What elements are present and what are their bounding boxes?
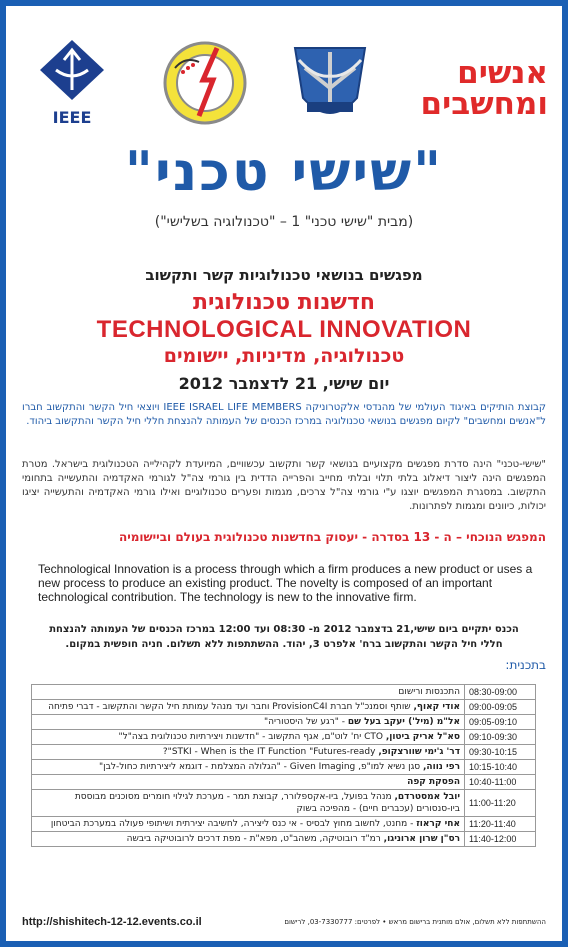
tikshuv-corps-emblem-icon [285, 38, 375, 132]
logo-row [20, 38, 548, 128]
schedule-time: 11:40-12:00 [465, 832, 536, 847]
schedule-item-description [32, 685, 465, 700]
innovation-heading-english: TECHNOLOGICAL INNOVATION [96, 316, 472, 343]
anashim-logo-line2: ומחשבים [420, 86, 548, 122]
conference-details-line1: הכנס יתקיים ביום שישי,21 בדצמבר 2012 מ- 08:30 ועד 12:00 במרכז הכנסים של העמותה להנצחת [49, 624, 519, 635]
schedule-speaker: הפסקת קפה [407, 777, 460, 787]
schedule-time: 09:10-09:30 [465, 730, 536, 745]
page-subtitle: (מבית "שישי טכני" 1 – "טכנולוגיה בשלישי") [154, 214, 414, 230]
schedule-speaker: אודי קאוף, [413, 702, 460, 712]
schedule-row [32, 715, 536, 730]
footer-registration-link[interactable]: http://shishitech-12-12.events.co.il [22, 916, 202, 928]
schedule-item-description [32, 745, 465, 760]
schedule-item-description [32, 730, 465, 745]
innovation-heading-hebrew: חדשנות טכנולוגית [192, 290, 376, 315]
schedule-table [31, 684, 536, 847]
schedule-item-description [32, 832, 465, 847]
ieee-logo [34, 38, 110, 127]
schedule-speaker: דר' ג'ימי שוורצקופ, [378, 747, 460, 757]
schedule-item-description [32, 775, 465, 790]
schedule-topic: רמ"ד רובוטיקה, משהב"ט, מפא"ת - מפת דרכים לרובוטיקה ביבשה [126, 834, 384, 844]
schedule-item-description [32, 790, 465, 817]
schedule-topic: CTO יח' לוט"ם, אגף התקשוב - "חדשנות ויצירתיות טכנולוגית בצה"ל" [118, 732, 386, 742]
schedule-speaker: אל"מ (מיל') יעקב בעל שם [347, 717, 460, 727]
innovation-subheading: טכנולוגיה, מדיניות, יישומים [163, 345, 405, 367]
schedule-item-description [32, 817, 465, 832]
schedule-row [32, 685, 536, 700]
schedule-row [32, 832, 536, 847]
schedule-row [32, 775, 536, 790]
conference-details-line2: חללי חיל הקשר והתקשוב ברח' אלפרט 3, יהוד. ההשתתפות ללא תשלום. חניה חופשית במקום. [65, 639, 503, 650]
schedule-time: 10:40-11:00 [465, 775, 536, 790]
schedule-row [32, 817, 536, 832]
kesher-association-logo-icon [155, 38, 255, 132]
schedule-speaker: אחי קראוז [416, 819, 460, 829]
schedule-speaker: סא"ל אריק ביטון, [385, 732, 460, 742]
schedule-speaker: רס"ן שרון ארוניגו, [383, 834, 460, 844]
page-title: "שישי טכני" [124, 140, 444, 203]
schedule-topic: מנהל בפועל, ביו-אקספלורר, קבוצת תמר - מערכת לגילוי חומרים מסוכנים מבוססת ביו-סנסורים (עכברים חיים) - מהפיכה בשוק [74, 792, 460, 814]
anashim-logo-line1: אנשים [457, 55, 548, 91]
schedule-row [32, 700, 536, 715]
schedule-row [32, 730, 536, 745]
schedule-topic: - מחנט, לחשוב מחוץ לבסיס - אי כנס ליצירה, לחשיבה יצירתית ושיתופי פעולה במערכת הביטחון [50, 819, 417, 829]
schedule-time: 08:30-09:00 [465, 685, 536, 700]
schedule-topic: שותף וסמנכ"ל חברת ProvisionC4I וחבר ועד מנהל עמותת חיל הקשר והתקשוב - דברי פתיחה [48, 702, 414, 712]
schedule-topic: - "רגע של היסטוריה" [264, 717, 348, 727]
meetings-heading: מפגשים בנושאי טכנולוגיות קשר ותקשוב [145, 266, 423, 284]
english-description: Technological Innovation is a process through which a firm produces a new product or uses a new process to produce an existing product. The novelty is composed of an important technological contribution. The technology is new to the innovative firm. [38, 562, 533, 604]
schedule-item-description [32, 715, 465, 730]
schedule-speaker: יובל אמסטרדם, [394, 792, 460, 802]
schedule-item-description [32, 700, 465, 715]
schedule-time: 11:00-11:20 [465, 790, 536, 817]
ieee-logo-text: IEEE [52, 108, 92, 127]
schedule-row [32, 745, 536, 760]
schedule-speaker: רפי נווה, [423, 762, 460, 772]
current-meeting-highlight: המפגש הנוכחי – ה - 13 בסדרה - יעסוק בחדשנות טכנולוגית בעולם וביישומיה [118, 530, 546, 544]
schedule-time: 09:00-09:05 [465, 700, 536, 715]
schedule-item-description [32, 760, 465, 775]
schedule-time: 09:30-10:15 [465, 745, 536, 760]
schedule-row [32, 790, 536, 817]
ieee-diamond-icon [34, 38, 110, 102]
schedule-topic: התכנסות ורישום [398, 687, 460, 697]
intro-paragraph-2: "שישי-טכני" הינה סדרת מפגשים מקצועיים בנושאי קשר ותקשוב עכשוויים, המיועדת לקהילייה הטכנולוגית בישראל. מטרת המפגשים הינה ליצור דיאלוג בלתי תלוי ובלתי מחייב והפרייה הדדית בין גורמי צה"ל לגורמי האקדמיה והתעשייה בתחומי התקשוב. במסגרת המפגשים יוצגו ע"י גורמי צה"ל צרכים, מגמות ופערים טכנולוגיים ואילו גורמי האקדמיה והתעשייה יציגו יכולות, כיוונים ומגמות לפתרונות. [22, 459, 546, 512]
program-label: בתכנית: [505, 658, 546, 672]
footer [22, 916, 546, 932]
event-date: יום שישי, 21 לדצמבר 2012 [178, 374, 390, 393]
schedule-row [32, 760, 536, 775]
anashim-umachshevim-logo [398, 55, 548, 122]
schedule-topic: STKI - When is the IT Function "Futures-ready"? [162, 747, 379, 757]
schedule-topic: סגן נשיא למו"פ, Given Imaging - "הגלולה המצלמת - דוגמא ליצירתיות כחול-לבן" [99, 762, 424, 772]
schedule-time: 10:15-10:40 [465, 760, 536, 775]
schedule-time: 11:20-11:40 [465, 817, 536, 832]
schedule-time: 09:05-09:10 [465, 715, 536, 730]
footer-note: ההשתתפות ללא תשלום, אולם מותנית ברישום מראש • לפרטים: 03-7330777, לרישום [284, 918, 546, 926]
intro-paragraph-1: קבוצת הותיקים באיגוד העולמי של מהנדסי אלקטרוניקה IEEE ISRAEL LIFE MEMBERS ויוצאי חיל הקשר והתקשוב חברו ל"אנשים ומחשבים" לקיום מפגשים בנושאי טכנולוגיה במרכז הכנסים של העמותה להנצחת חללי חיל הקשר והתקשוב ביהוד. [22, 402, 546, 427]
conference-details [22, 622, 546, 652]
